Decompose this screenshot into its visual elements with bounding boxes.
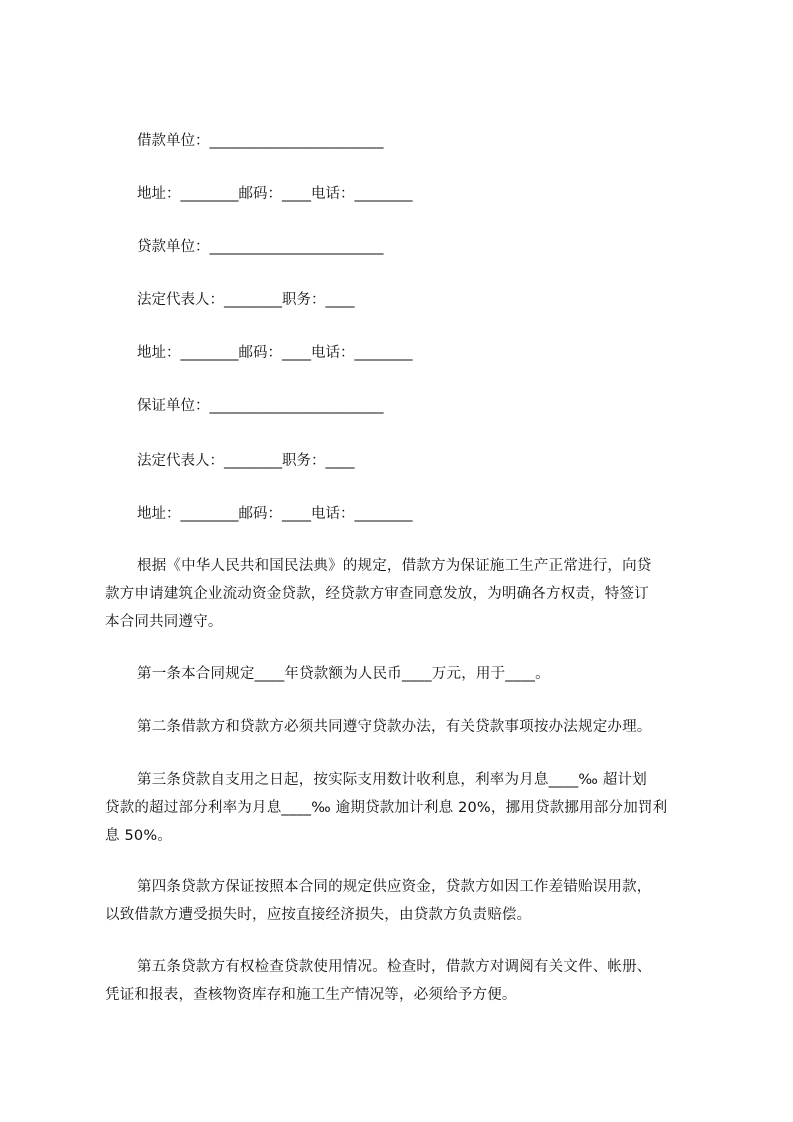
article-5-paragraph — [105, 953, 708, 1009]
paragraph-line: 根据《中华人民共和国民法典》的规定，借款方为保证施工生产正常进行，向贷 — [137, 558, 652, 574]
paragraph-line: 第四条贷款方保证按照本合同的规定供应资金，贷款方如因工作差错贻误用款， — [137, 879, 652, 895]
paragraph-line: 款方申请建筑企业流动资金贷款，经贷款方审查同意发放，为明确各方权责，特签订 — [105, 586, 649, 602]
lender-legal-rep-field: 法定代表人：________职务：____ — [137, 292, 355, 308]
borrower-unit-field: 借款单位：________________________ — [137, 133, 384, 149]
guarantor-unit-field: 保证单位：________________________ — [137, 398, 384, 414]
article-4-paragraph — [105, 873, 708, 929]
paragraph-line: 本合同共同遵守。 — [105, 614, 223, 630]
lender-address-field: 地址：________邮码：____电话：________ — [137, 345, 413, 361]
guarantor-legal-rep-field: 法定代表人：________职务：____ — [137, 453, 355, 469]
paragraph-line: 第二条借款方和贷款方必须共同遵守贷款办法，有关贷款事项按办法规定办理。 — [137, 719, 652, 735]
article-1-paragraph — [105, 660, 708, 688]
paragraph-line: 贷款的超过部分利率为月息____‰ 逾期贷款加计利息 20%，挪用贷款挪用部分加罚利 — [105, 800, 668, 816]
paragraph-line: 息 50%。 — [105, 828, 173, 844]
paragraph-line: 第三条贷款自支用之日起，按实际支用数计收利息，利率为月息____‰ 超计划 — [137, 772, 647, 788]
guarantor-address-field: 地址：________邮码：____电话：________ — [137, 506, 413, 522]
borrower-address-field: 地址：________邮码：____电话：________ — [137, 186, 413, 202]
paragraph-line: 以致借款方遭受损失时，应按直接经济损失，由贷款方负责赔偿。 — [105, 907, 532, 923]
paragraph-line: 凭证和报表，查核物资库存和施工生产情况等，必须给予方便。 — [105, 987, 517, 1003]
paragraph-line: 第一条本合同规定____年贷款额为人民币____万元，用于____。 — [137, 666, 550, 682]
paragraph-line: 第五条贷款方有权检查贷款使用情况。检查时，借款方对调阅有关文件、帐册、 — [137, 959, 652, 975]
article-3-paragraph — [105, 766, 708, 850]
article-2-paragraph — [105, 713, 708, 741]
lender-unit-field: 贷款单位：________________________ — [137, 239, 384, 255]
preamble-paragraph — [105, 552, 708, 636]
